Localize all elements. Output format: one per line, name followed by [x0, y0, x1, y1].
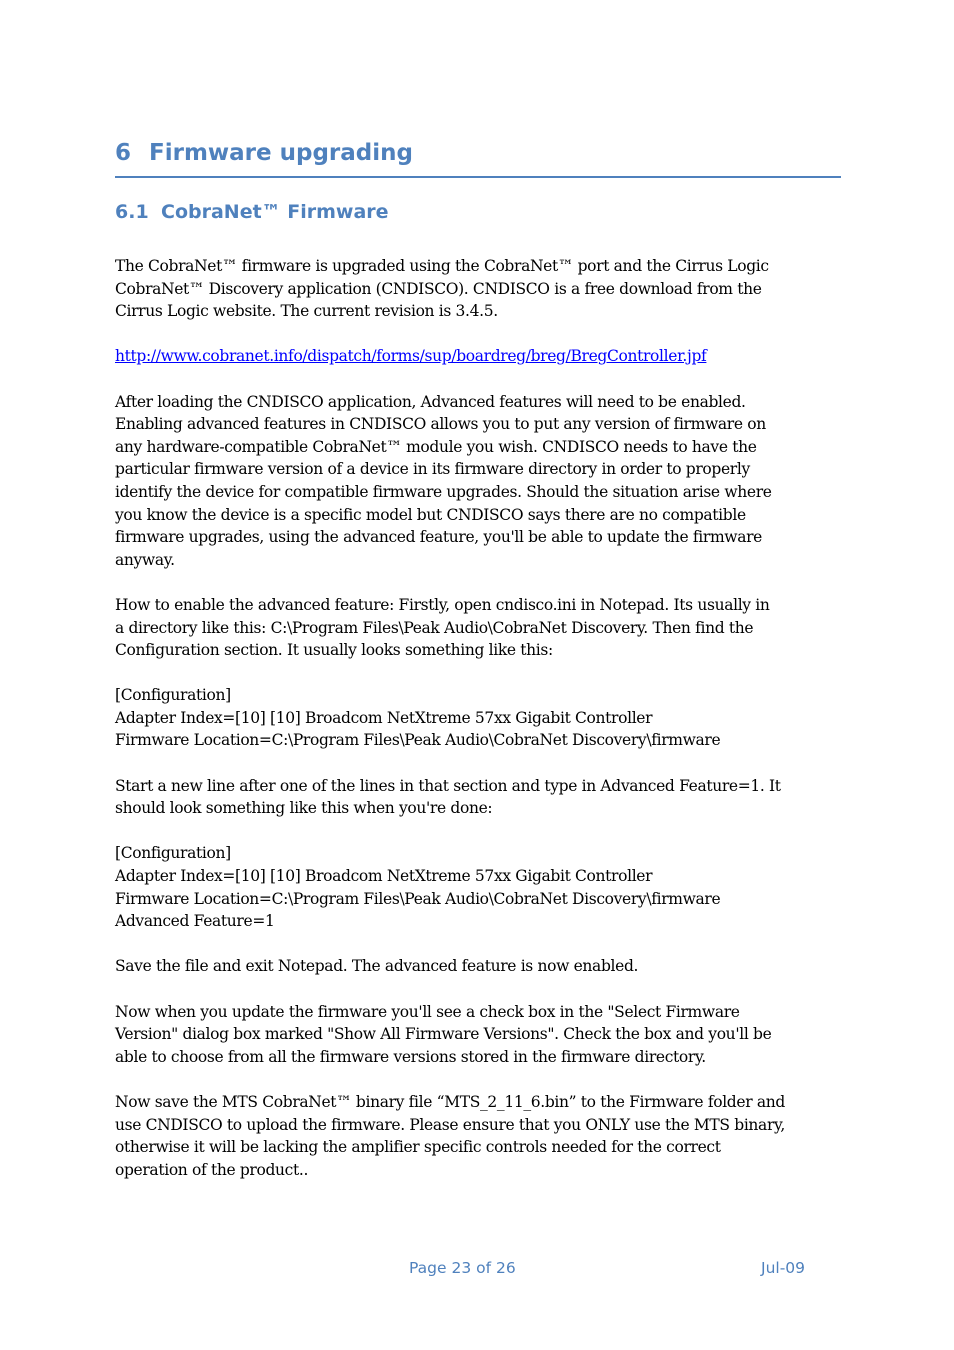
text-line: otherwise it will be lacking the amplifier specific controls needed for the correct — [115, 1138, 721, 1157]
text-line: [Configuration] — [115, 686, 231, 705]
subsection-title: CobraNet™ Firmware — [161, 201, 389, 223]
text-line: Adapter Index=[10] [10] Broadcom NetXtreme 57xx Gigabit Controller — [115, 708, 653, 727]
text-line: able to choose from all the firmware versions stored in the firmware directory. — [115, 1047, 706, 1066]
text-line: Advanced Feature=1 — [115, 912, 275, 931]
text-line: should look something like this when you're done: — [115, 799, 493, 818]
paragraph — [115, 255, 840, 323]
text-line: The CobraNet™ firmware is upgraded using the CobraNet™ port and the Cirrus Logic — [115, 257, 769, 275]
text-line: use CNDISCO to upload the firmware. Please ensure that you ONLY use the MTS binary, — [115, 1115, 785, 1134]
text-line: [Configuration] — [115, 844, 231, 863]
paragraph — [115, 775, 840, 820]
text-line: Firmware Location=C:\Program Files\Peak Audio\CobraNet Discovery\firmware — [115, 731, 721, 750]
text-line: After loading the CNDISCO application, Advanced features will need to be enabled. — [115, 392, 746, 411]
document-body — [115, 255, 840, 1204]
paragraph — [115, 955, 840, 978]
paragraph — [115, 1001, 840, 1069]
text-line: CobraNet™ Discovery application (CNDISCO). CNDISCO is a free download from the — [115, 279, 762, 298]
section-title: Firmware upgrading — [149, 140, 413, 166]
text-line: Now when you update the firmware you'll see a check box in the "Select Firmware — [115, 1002, 740, 1021]
text-line: Version" dialog box marked "Show All Firmware Versions". Check the box and you'll be — [115, 1025, 772, 1044]
paragraph — [115, 842, 840, 932]
text-line: a directory like this: C:\Program Files\Peak Audio\CobraNet Discovery. Then find the — [115, 618, 754, 637]
paragraph — [115, 594, 840, 662]
paragraph — [115, 1091, 840, 1181]
text-line: Firmware Location=C:\Program Files\Peak Audio\CobraNet Discovery\firmware — [115, 889, 721, 908]
text-line: Configuration section. It usually looks something like this: — [115, 641, 553, 660]
subsection-number: 6.1 — [115, 201, 149, 223]
text-line: identify the device for compatible firmware upgrades. Should the situation arise where — [115, 482, 772, 501]
text-line: particular firmware version of a device in its firmware directory in order to properly — [115, 460, 750, 479]
cobranet-registration-link[interactable]: http://www.cobranet.info/dispatch/forms/sup/boardreg/breg/BregController.jpf — [115, 347, 707, 366]
text-line: firmware upgrades, using the advanced feature, you'll be able to update the firmware — [115, 528, 762, 547]
text-line: operation of the product.. — [115, 1160, 309, 1179]
text-line: Enabling advanced features in CNDISCO allows you to put any version of firmware on — [115, 415, 766, 434]
page-number: Page 23 of 26 — [409, 1259, 516, 1277]
section-heading — [115, 136, 841, 178]
text-line: anyway. — [115, 550, 175, 569]
text-line: any hardware-compatible CobraNet™ module you wish. CNDISCO needs to have the — [115, 437, 757, 456]
paragraph — [115, 391, 840, 572]
text-line: Now save the MTS CobraNet™ binary file “MTS_2_11_6.bin” to the Firmware folder and — [115, 1092, 785, 1111]
text-line: Cirrus Logic website. The current revision is 3.4.5. — [115, 302, 498, 321]
paragraph — [115, 684, 840, 752]
link-paragraph — [115, 345, 840, 368]
text-line: How to enable the advanced feature: Firstly, open cndisco.ini in Notepad. Its usually in — [115, 595, 770, 614]
text-line: Adapter Index=[10] [10] Broadcom NetXtreme 57xx Gigabit Controller — [115, 867, 653, 886]
text-line: Start a new line after one of the lines in that section and type in Advanced Feature=1. It — [115, 776, 781, 795]
section-number: 6 — [115, 140, 132, 166]
footer-date: Jul-09 — [761, 1259, 806, 1277]
subsection-heading — [115, 198, 389, 226]
text-line: you know the device is a specific model but CNDISCO says there are no compatible — [115, 505, 746, 524]
text-line: Save the file and exit Notepad. The advanced feature is now enabled. — [115, 957, 639, 976]
